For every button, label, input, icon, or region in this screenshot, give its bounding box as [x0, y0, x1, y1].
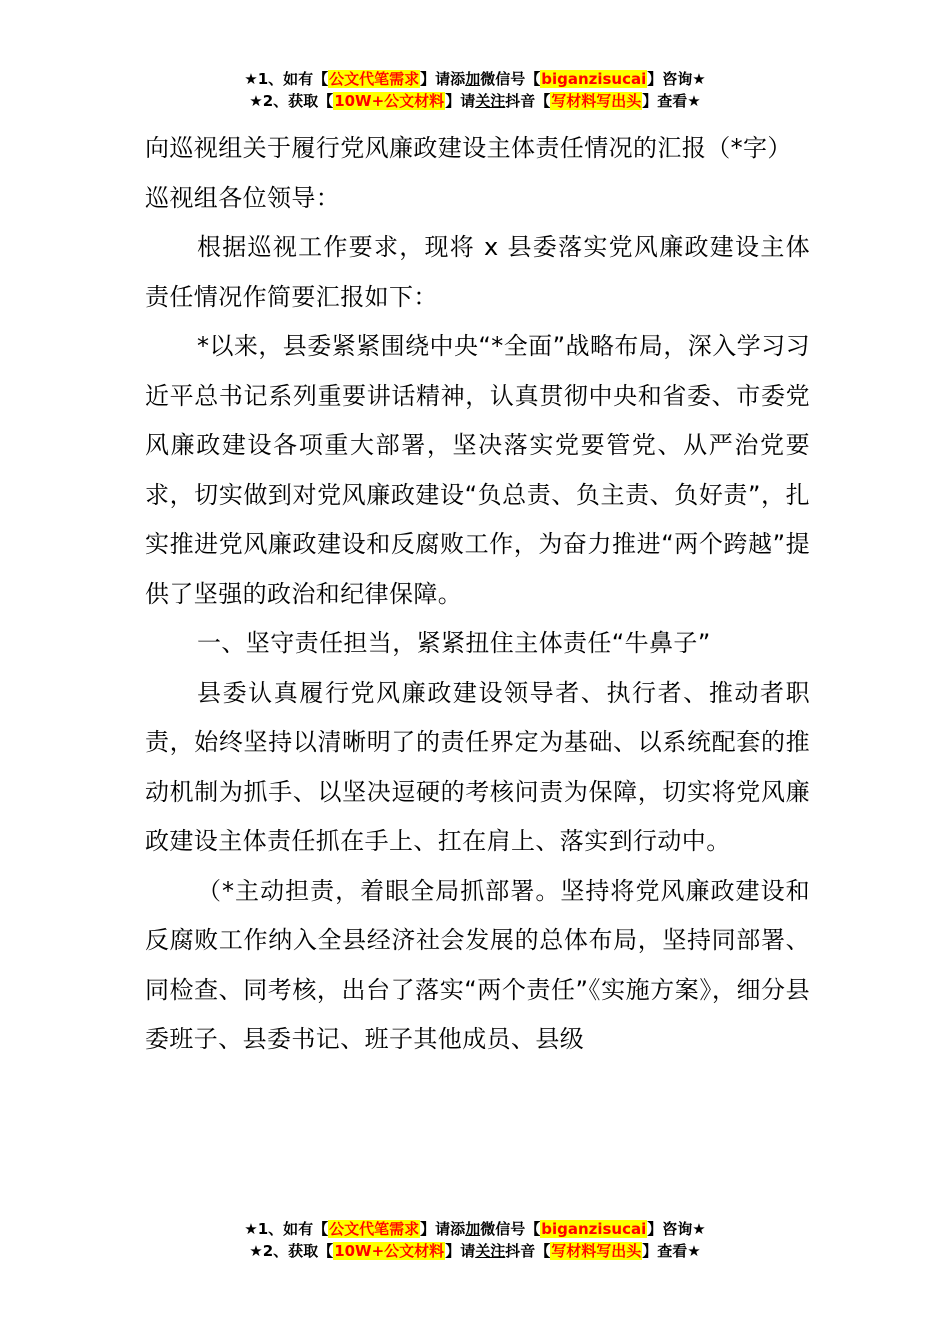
header-line-1-text-c: 微信号【 [480, 70, 541, 88]
section-heading-1: 一、坚守责任担当，紧紧扭住主体责任“牛鼻子” [197, 629, 711, 657]
header-line-1 [0, 68, 950, 90]
header-line-1-text-d: 】咨询★ [647, 70, 706, 88]
footer-highlight-materials: 10W+公文材料 [334, 1242, 445, 1260]
footer-line-2 [0, 1240, 950, 1262]
paragraph-overview: *以来，县委紧紧围绕中央“*全面”战略布局，深入学习习近平总书记系列重要讲话精神，认真贯彻中央和省委、市委党风廉政建设各项重大部署，坚决落实党要管党、从严治党要求，切实做到对党风廉政建设“负总责、负主责、负好责”，扎实推进党风廉政建设和反腐败工作，为奋力推进“两个跨越”提供了坚强的政治和纪律保障。 [145, 332, 810, 608]
footer-banner [0, 1218, 950, 1262]
footer-line-1-text-b: 】请添 [420, 1220, 466, 1238]
header-banner [0, 68, 950, 112]
header-highlight-service: 公文代笔需求 [329, 70, 420, 88]
header-line-2-text-a: ★2、获取【 [249, 92, 334, 110]
footer-highlight-wechat-id: biganzisucai [541, 1220, 647, 1238]
header-line-1-text-b: 】请添 [420, 70, 466, 88]
footer-highlight-service: 公文代笔需求 [329, 1220, 420, 1238]
header-line-2-underlined: 关注 [475, 92, 506, 110]
footer-line-2-text-b: 】请 [445, 1242, 476, 1260]
header-line-2-text-b: 】请 [445, 92, 476, 110]
paragraph-intro: 根据巡视工作要求，现将 x 县委落实党风廉政建设主体责任情况作简要汇报如下： [145, 233, 810, 311]
footer-line-2-text-d: 】查看★ [642, 1242, 701, 1260]
footer-line-1-text-c: 微信号【 [480, 1220, 541, 1238]
paragraph-section-1: 县委认真履行党风廉政建设领导者、执行者、推动者职责，始终坚持以清晰明了的责任界定为基础、以系统配套的推动机制为抓手、以坚决逗硬的考核问责为保障，切实将党风廉政建设主体责任抓在手上、扛在肩上、落实到行动中。 [145, 678, 810, 855]
header-line-1-underlined: 加 [465, 70, 481, 88]
salutation: 巡视组各位领导： [145, 183, 341, 212]
footer-highlight-douyin-id: 写材料写出头 [551, 1242, 642, 1260]
footer-line-2-underlined: 关注 [475, 1242, 506, 1260]
footer-line-1-text-a: ★1、如有【 [244, 1220, 329, 1238]
footer-line-1 [0, 1218, 950, 1240]
header-highlight-materials: 10W+公文材料 [334, 92, 445, 110]
header-highlight-wechat-id: biganzisucai [541, 70, 647, 88]
header-line-2-text-d: 】查看★ [642, 92, 701, 110]
header-line-2-text-c: 抖音【 [505, 92, 551, 110]
footer-line-2-text-a: ★2、获取【 [249, 1242, 334, 1260]
paragraph-subsection-1: （*主动担责，着眼全局抓部署。坚持将党风廉政建设和反腐败工作纳入全县经济社会发展的总体布局，坚持同部署、同检查、同考核，出台了落实“两个责任”《实施方案》，细分县委班子、县委书记、班子其他成员、县级 [145, 876, 810, 1053]
footer-line-2-text-c: 抖音【 [505, 1242, 551, 1260]
document-title: 向巡视组关于履行党风廉政建设主体责任情况的汇报（*字） [145, 134, 792, 162]
document-body [145, 124, 810, 1065]
footer-line-1-text-d: 】咨询★ [647, 1220, 706, 1238]
header-line-2 [0, 90, 950, 112]
footer-line-1-underlined: 加 [465, 1220, 481, 1238]
header-line-1-text-a: ★1、如有【 [244, 70, 329, 88]
header-highlight-douyin-id: 写材料写出头 [551, 92, 642, 110]
